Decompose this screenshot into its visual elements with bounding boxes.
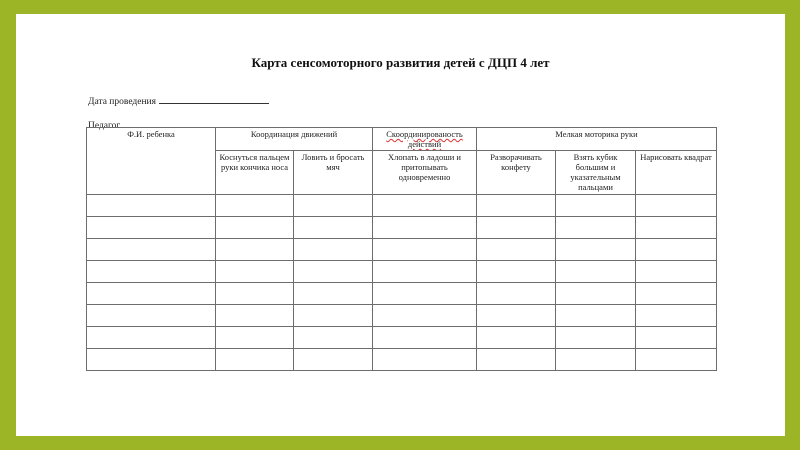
table-cell xyxy=(87,239,216,261)
table-cell xyxy=(373,261,477,283)
table-cell xyxy=(294,239,373,261)
table-cell xyxy=(216,349,294,371)
teacher-label: Педагог xyxy=(88,121,121,131)
table-cell xyxy=(373,239,477,261)
table-cell xyxy=(556,217,636,239)
table-cell xyxy=(477,305,556,327)
table-cell xyxy=(216,261,294,283)
table-cell xyxy=(636,195,717,217)
table-cell xyxy=(373,283,477,305)
table-cell xyxy=(477,217,556,239)
table-cell xyxy=(87,195,216,217)
table-cell xyxy=(216,217,294,239)
table-cell xyxy=(636,305,717,327)
table-cell xyxy=(636,217,717,239)
table-cell xyxy=(373,349,477,371)
header-coordination: Координация движений xyxy=(216,128,373,151)
table-cell xyxy=(556,349,636,371)
table-cell xyxy=(294,261,373,283)
subheader-clap-stomp: Хлопать в ладоши и притопывать одновременно xyxy=(373,151,477,195)
table-header-row xyxy=(87,128,717,151)
table-cell xyxy=(636,283,717,305)
table-cell xyxy=(373,195,477,217)
subheader-touch-nose: Коснуться пальцем руки кончика носа xyxy=(216,151,294,195)
table-cell xyxy=(556,261,636,283)
header-coordinated-text: Скоординированость действий xyxy=(386,129,463,149)
table-cell xyxy=(216,327,294,349)
table-cell xyxy=(216,195,294,217)
table-cell xyxy=(477,327,556,349)
table-cell xyxy=(477,239,556,261)
table-row xyxy=(87,261,717,283)
table-cell xyxy=(87,283,216,305)
table-cell xyxy=(294,217,373,239)
table-row xyxy=(87,283,717,305)
subheader-draw-square: Нарисовать квадрат xyxy=(636,151,717,195)
table-cell xyxy=(477,349,556,371)
subheader-unwrap-candy: Разворачивать конфету xyxy=(477,151,556,195)
table-row xyxy=(87,195,717,217)
table-row xyxy=(87,239,717,261)
table-cell xyxy=(87,217,216,239)
table-cell xyxy=(294,283,373,305)
table-cell xyxy=(294,305,373,327)
table-row xyxy=(87,217,717,239)
table-cell xyxy=(636,239,717,261)
subheader-take-cube: Взять кубик большим и указательным пальцами xyxy=(556,151,636,195)
table-cell xyxy=(373,305,477,327)
table-cell xyxy=(373,327,477,349)
table-cell xyxy=(373,217,477,239)
table-cell xyxy=(556,283,636,305)
table-row xyxy=(87,349,717,371)
date-blank-line xyxy=(159,94,269,104)
table-cell xyxy=(636,261,717,283)
table-cell xyxy=(556,327,636,349)
table-cell xyxy=(87,349,216,371)
header-coordinated-actions xyxy=(373,128,477,151)
table-cell xyxy=(556,305,636,327)
document-sheet xyxy=(16,14,785,436)
table-cell xyxy=(636,349,717,371)
table-cell xyxy=(294,327,373,349)
table-body xyxy=(87,195,717,371)
table-cell xyxy=(294,195,373,217)
table-cell xyxy=(636,327,717,349)
subheader-catch-ball: Ловить и бросать мяч xyxy=(294,151,373,195)
table-cell xyxy=(216,283,294,305)
table-cell xyxy=(87,305,216,327)
table-row xyxy=(87,305,717,327)
table-row xyxy=(87,327,717,349)
table-cell xyxy=(87,327,216,349)
header-fine-motor: Мелкая моторика руки xyxy=(477,128,717,151)
header-child-name: Ф.И. ребенка xyxy=(87,128,216,195)
table-cell xyxy=(556,195,636,217)
table-cell xyxy=(216,305,294,327)
table-cell xyxy=(87,261,216,283)
table-cell xyxy=(216,239,294,261)
date-label: Дата проведения xyxy=(88,97,157,107)
table-cell xyxy=(294,349,373,371)
assessment-table xyxy=(86,127,717,371)
date-field xyxy=(88,94,269,107)
document-title: Карта сенсомоторного развития детей с ДЦП 4 лет xyxy=(251,55,550,70)
table-cell xyxy=(556,239,636,261)
table-cell xyxy=(477,261,556,283)
table-cell xyxy=(477,195,556,217)
table-cell xyxy=(477,283,556,305)
